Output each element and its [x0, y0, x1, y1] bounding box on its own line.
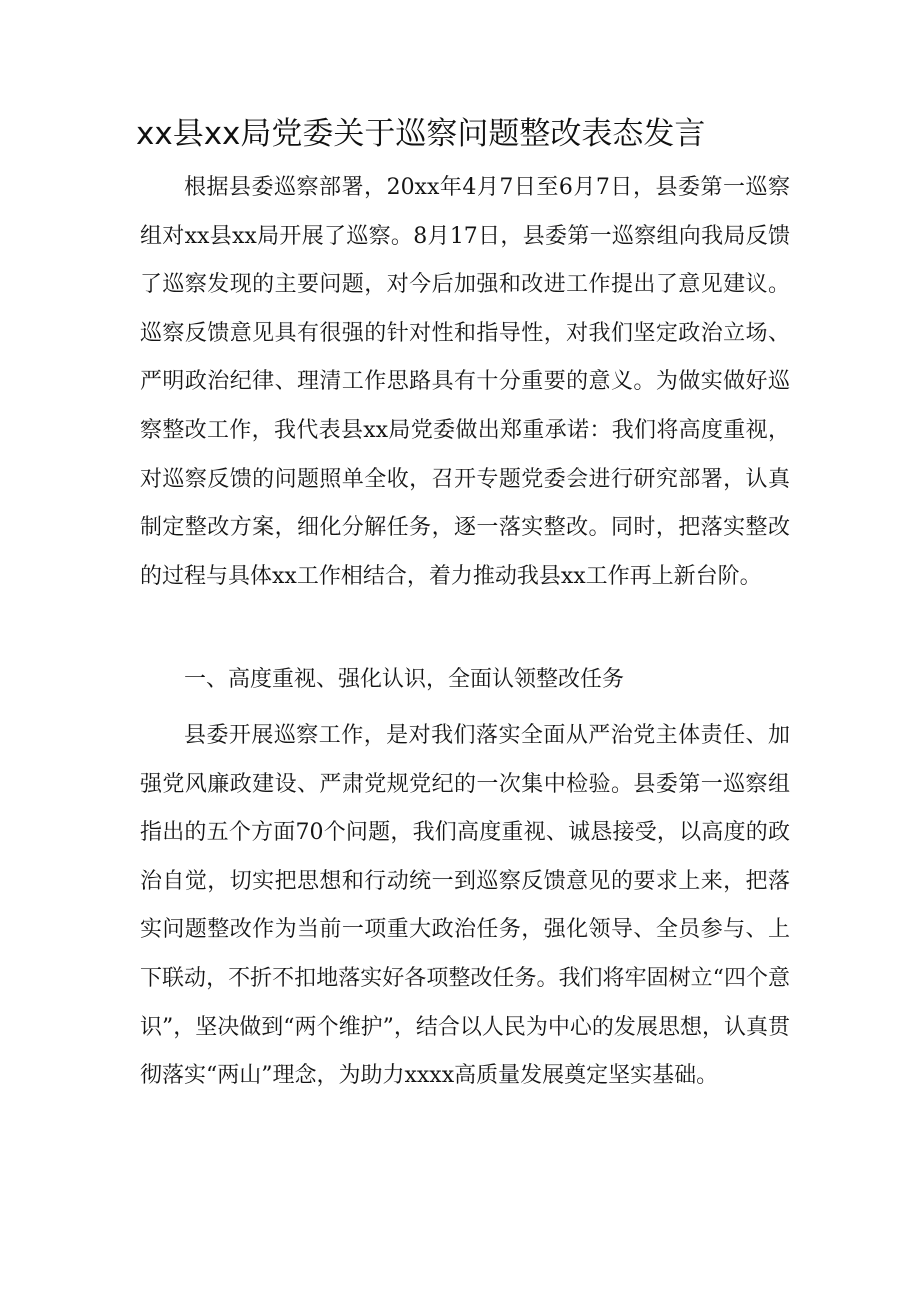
- paragraph-section-1: 县委开展巡察工作，是对我们落实全面从严治党主体责任、加强党风廉政建设、严肃党规党纪的一次集中检验。县委第一巡察组指出的五个方面70个问题，我们高度重视、诚恳接受，以高度的政治自觉，切实把思想和行动统一到巡察反馈意见的要求上来，把落实问题整改作为当前一项重大政治任务，强化领导、全员参与、上下联动，不折不扣地落实好各项整改任务。我们将牢固树立“四个意识”，坚决做到“两个维护”，结合以人民为中心的发展思想，认真贯彻落实“两山”理念，为助力xxxx高质量发展奠定坚实基础。: [140, 723, 790, 1089]
- document-title: xx县xx局党委关于巡察问题整改表态发言: [136, 116, 706, 152]
- section-heading: 一、高度重视、强化认识，全面认领整改任务: [184, 667, 625, 692]
- paragraph-intro: 根据县委巡察部署，20xx年4月7日至6月7日，县委第一巡察组对xx县xx局开展了巡察。8月17日，县委第一巡察组向我局反馈了巡察发现的主要问题，对今后加强和改进工作提出了意见建议。巡察反馈意见具有很强的针对性和指导性，对我们坚定政治立场、严明政治纪律、理清工作思路具有十分重要的意义。为做实做好巡察整改工作，我代表县xx局党委做出郑重承诺：我们将高度重视，对巡察反馈的问题照单全收，召开专题党委会进行研究部署，认真制定整改方案，细化分解任务，逐一落实整改。同时，把落实整改的过程与具体xx工作相结合，着力推动我县xx工作再上新台阶。: [140, 175, 790, 589]
